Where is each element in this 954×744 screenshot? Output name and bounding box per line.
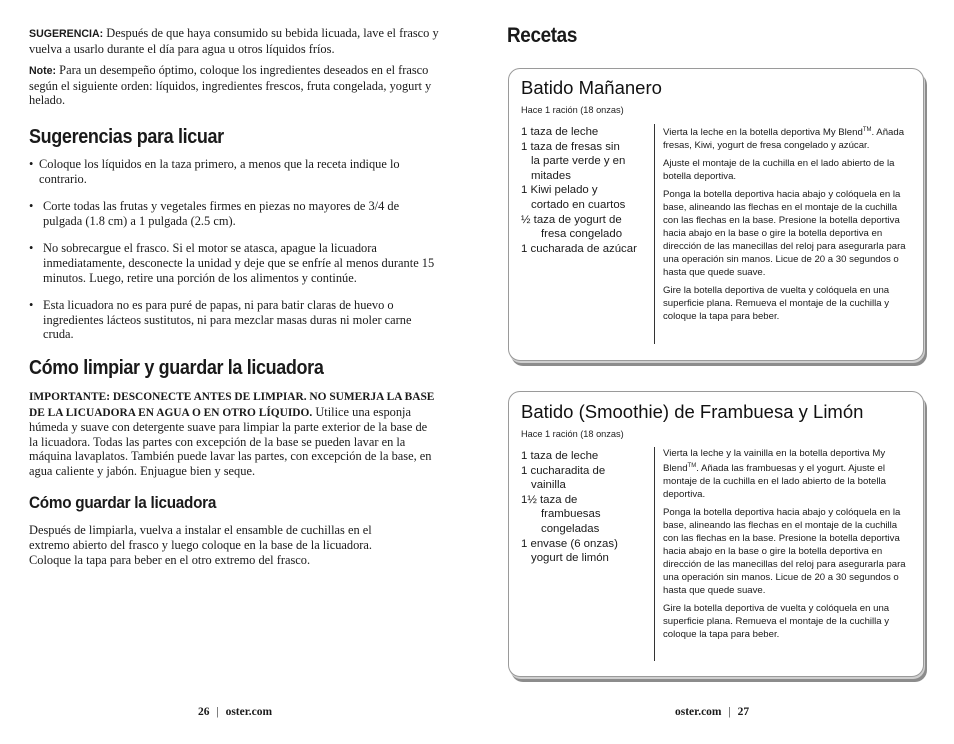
- step: [663, 447, 915, 501]
- storage-heading: Cómo guardar la licuadora: [29, 493, 217, 513]
- ingredient-line: fresa congelado: [541, 228, 623, 241]
- note-text: Para un desempeño óptimo, coloque los ingredientes deseados en el frasco según el siguiente orden: líquidos, ingredientes frescos, fruta congelada, yogurt y helado.: [29, 63, 432, 108]
- trademark-mark: TM: [687, 463, 697, 469]
- footer-separator: |: [728, 706, 731, 718]
- ingredient-line: la parte verde y en: [531, 155, 626, 168]
- ingredient-line: 1 cucharada de azúcar: [521, 242, 637, 255]
- bullet-mark: •: [29, 199, 34, 214]
- storage-text: Después de limpiarla, vuelva a instalar el ensamble de cuchillas en el extremo abierto del frasco y luego coloque en la base de la licuadora. Coloque la tapa para beber en el otro extremo del frasco.: [29, 523, 373, 567]
- ingredient-line: mitades: [531, 169, 571, 182]
- step-text: Vierta la leche y la vainilla en la botella deportiva My Blend: [663, 448, 886, 475]
- bullet-mark: •: [29, 298, 34, 313]
- cleaning-paragraph: [29, 389, 439, 479]
- ingredient-line: 1 taza de leche: [521, 450, 599, 462]
- recipe-title: Batido (Smoothie) de Frambuesa y Limón: [521, 401, 864, 422]
- tips-heading: Sugerencias para licuar: [29, 125, 224, 148]
- ingredient-line: cortado en cuartos: [531, 198, 626, 211]
- footer-site: oster.com: [675, 706, 722, 718]
- step: Ajuste el montaje de la cuchilla en el lado abierto de la botella deportiva.: [663, 158, 895, 183]
- ingredient-line: 1½ taza de: [521, 493, 578, 506]
- ingredient-line: congeladas: [541, 522, 600, 535]
- bullet-mark: •: [29, 156, 34, 171]
- tip-paragraph: [29, 26, 454, 56]
- left-column: [29, 26, 454, 567]
- note-label: Note:: [29, 65, 57, 78]
- footer-site: oster.com: [225, 706, 273, 718]
- page-footer-left: [198, 706, 272, 718]
- list-item: [29, 241, 454, 285]
- recipe-serving: Hace 1 ración (18 onzas): [521, 105, 624, 115]
- bullet-mark: •: [29, 241, 34, 256]
- list-item: [29, 157, 424, 186]
- step: [663, 124, 915, 152]
- page-number: 26: [198, 706, 210, 718]
- recipe-title: Batido Mañanero: [521, 77, 662, 98]
- step-text: . Añada fresas, Kiwi, yogurt de fresa congelado y azúcar.: [663, 127, 905, 152]
- page-footer-right: [675, 706, 749, 718]
- tips-list: [29, 156, 435, 342]
- ingredients-list: [521, 125, 657, 256]
- steps-list: [663, 124, 915, 328]
- ingredient-line: 1 cucharadita de: [521, 464, 606, 477]
- cleaning-text: Utilice una esponja húmeda y suave con detergente suave para limpiar la parte exterior de la base de la licuadora. Todas las partes con excepción de la base se pueden lavar en la máquina lavaplatos. También puede lavar las partes, con excepción de la base, en agua caliente y jabón. Enjuague bien y seque.: [29, 404, 432, 478]
- step: Ponga la botella deportiva hacia abajo y colóquela en la base, alineando las flechas en el montaje de la cuchilla con las flechas en la base. Presione la botella deportiva hacia abajo en la base o gire la botella deportiva en dirección de las manecillas del reloj para asegurarla para una operación sin manos. Licue de 20 a 30 segundos o hasta que quede suave.: [663, 507, 906, 597]
- cleaning-heading: Cómo limpiar y guardar la licuadora: [29, 356, 324, 379]
- step: Ponga la botella deportiva hacia abajo y colóquela en la base, alineando las flechas en el montaje de la cuchilla con las flechas en la base. Presione la botella deportiva hacia abajo en la base o gire la botella deportiva en dirección de las manecillas del reloj para asegurarla para una operación sin manos. Licue de 20 a 30 segundos o hasta que quede suave.: [663, 189, 906, 279]
- footer-separator: |: [216, 706, 219, 718]
- ingredient-line: frambuesas: [541, 508, 601, 521]
- list-item: [29, 298, 424, 342]
- tip-label: SUGERENCIA:: [29, 28, 104, 40]
- recipes-heading: Recetas: [507, 24, 577, 47]
- step-text: Vierta la leche en la botella deportiva My Blend: [663, 127, 863, 139]
- tip-text: Después de que haya consumido su bebida licuada, lave el frasco y vuelva a usarlo durante el día para agua u otros líquidos fríos.: [29, 26, 439, 56]
- steps-list: [663, 447, 915, 646]
- ingredient-line: 1 taza de fresas sin: [521, 140, 620, 153]
- page-number: 27: [737, 706, 750, 718]
- trademark-mark: TM: [862, 127, 872, 133]
- recipe-card: [508, 68, 924, 361]
- step: Gire la botella deportiva de vuelta y colóquela en una superficie plana. Remueva el montaje de la cuchilla y coloque la tapa para beber.: [663, 603, 890, 641]
- list-item-text: No sobrecargue el frasco. Si el motor se atasca, apague la licuadora inmediatamente, desconecte la unidad y deje que se enfríe al menos durante 15 minutos. Luego, retire una porción de los alimentos y continúe.: [43, 241, 435, 285]
- ingredient-line: yogurt de limón: [531, 552, 609, 565]
- list-item-text: Esta licuadora no es para puré de papas, ni para batir claras de huevo o ingredientes lácteos sustitutos, ni para mezclar masas duras ni moler carne cruda.: [43, 298, 412, 342]
- ingredients-list: [521, 449, 657, 566]
- recipe-card: [508, 391, 924, 677]
- list-item-text: Coloque los líquidos en la taza primero, a menos que la receta indique lo contrario.: [39, 156, 400, 186]
- recipe-serving: Hace 1 ración (18 onzas): [521, 429, 624, 439]
- ingredient-line: 1 envase (6 onzas): [521, 537, 618, 550]
- ingredient-line: ½ taza de yogurt de: [521, 213, 622, 226]
- ingredient-line: vainilla: [531, 479, 566, 492]
- divider-line: [654, 124, 655, 344]
- list-item: [29, 199, 424, 228]
- step: Gire la botella deportiva de vuelta y colóquela en una superficie plana. Remueva el montaje de la cuchilla y coloque la tapa para beber.: [663, 285, 890, 323]
- divider-line: [654, 447, 655, 661]
- ingredient-line: 1 Kiwi pelado y: [521, 184, 598, 197]
- step-text: . Añada las frambuesas y el yogurt. Ajuste el montaje de la cuchilla en el lado abierto de la botella deportiva.: [663, 463, 886, 501]
- important-text: IMPORTANTE: DESCONECTE ANTES DE LIMPIAR. NO SUMERJA LA BASE DE LA LICUADORA EN AGUA O EN OTRO LÍQUIDO.: [29, 390, 435, 419]
- note-paragraph: [29, 63, 454, 108]
- ingredient-line: 1 taza de leche: [521, 126, 599, 138]
- list-item-text: Corte todas las frutas y vegetales firmes en piezas no mayores de 3/4 de pulgada (1.8 cm) a 1 pulgada (2.5 cm).: [43, 199, 400, 228]
